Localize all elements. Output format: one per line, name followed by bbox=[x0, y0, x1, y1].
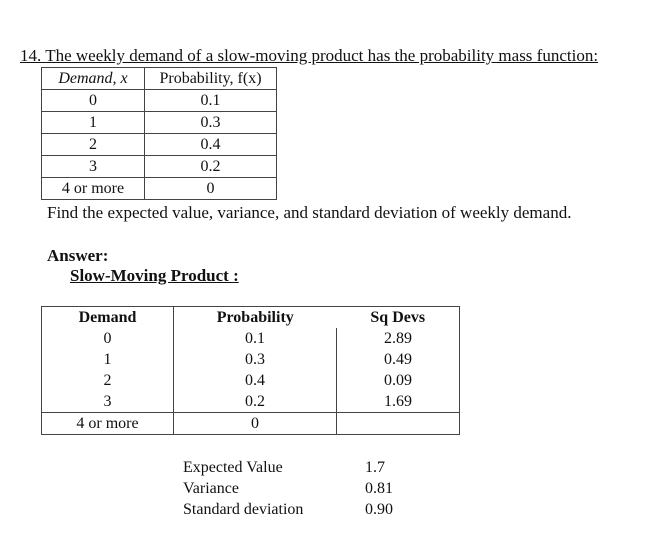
pmf-header-probability: Probability, f(x) bbox=[145, 68, 277, 90]
answer-header-demand: Demand bbox=[42, 307, 174, 329]
stat-label-variance: Variance bbox=[183, 480, 239, 497]
table-row bbox=[42, 90, 277, 112]
answer-label: Answer: bbox=[47, 246, 109, 265]
table-row bbox=[42, 112, 277, 134]
table-row bbox=[42, 413, 460, 435]
answer-cell-demand: 2 bbox=[42, 370, 174, 391]
pmf-cell-probability: 0.3 bbox=[145, 112, 277, 134]
answer-cell-probability: 0.2 bbox=[174, 391, 337, 413]
answer-cell-probability: 0.3 bbox=[174, 349, 337, 370]
answer-cell-demand: 4 or more bbox=[42, 413, 174, 435]
stat-value-variance: 0.81 bbox=[365, 480, 393, 497]
prompt-text: Find the expected value, variance, and standard deviation of weekly demand. bbox=[47, 203, 572, 222]
table-row bbox=[42, 134, 277, 156]
question-body: The weekly demand of a slow-moving product has the probability mass function: bbox=[45, 46, 599, 65]
table-row bbox=[42, 328, 460, 349]
table-row bbox=[42, 349, 460, 370]
pmf-cell-probability: 0.2 bbox=[145, 156, 277, 178]
pmf-cell-demand: 3 bbox=[42, 156, 145, 178]
table-row bbox=[42, 391, 460, 413]
table-row bbox=[42, 156, 277, 178]
pmf-cell-probability: 0.1 bbox=[145, 90, 277, 112]
stat-label-expected-value: Expected Value bbox=[183, 459, 283, 476]
table-row bbox=[42, 178, 277, 200]
pmf-cell-demand: 2 bbox=[42, 134, 145, 156]
stats-values bbox=[365, 457, 393, 520]
answer-header-row bbox=[42, 307, 460, 329]
answer-header-probability: Probability bbox=[174, 307, 337, 329]
question-number: 14. bbox=[20, 46, 42, 65]
stat-value-standard-deviation: 0.90 bbox=[365, 501, 393, 518]
stat-label-standard-deviation: Standard deviation bbox=[183, 501, 304, 518]
pmf-cell-probability: 0 bbox=[145, 178, 277, 200]
answer-title: Slow-Moving Product : bbox=[70, 266, 239, 285]
answer-cell-sq-dev: 2.89 bbox=[337, 328, 460, 349]
answer-cell-demand: 1 bbox=[42, 349, 174, 370]
answer-cell-demand: 0 bbox=[42, 328, 174, 349]
answer-cell-sq-dev bbox=[337, 413, 460, 435]
answer-cell-sq-dev: 1.69 bbox=[337, 391, 460, 413]
answer-cell-probability: 0.1 bbox=[174, 328, 337, 349]
answer-cell-sq-dev: 0.09 bbox=[337, 370, 460, 391]
pmf-cell-demand: 4 or more bbox=[42, 178, 145, 200]
stat-value-expected-value: 1.7 bbox=[365, 459, 385, 476]
table-row bbox=[42, 370, 460, 391]
pmf-header-demand: Demand, x bbox=[42, 68, 145, 90]
pmf-table bbox=[41, 67, 277, 200]
question-text bbox=[20, 46, 598, 66]
answer-cell-sq-dev: 0.49 bbox=[337, 349, 460, 370]
pmf-header-row bbox=[42, 68, 277, 90]
answer-table bbox=[41, 306, 460, 435]
stats-labels bbox=[183, 457, 303, 520]
answer-cell-probability: 0.4 bbox=[174, 370, 337, 391]
answer-cell-demand: 3 bbox=[42, 391, 174, 413]
pmf-cell-demand: 1 bbox=[42, 112, 145, 134]
answer-cell-probability: 0 bbox=[174, 413, 337, 435]
pmf-cell-probability: 0.4 bbox=[145, 134, 277, 156]
answer-header-sq-devs: Sq Devs bbox=[337, 307, 460, 329]
pmf-cell-demand: 0 bbox=[42, 90, 145, 112]
